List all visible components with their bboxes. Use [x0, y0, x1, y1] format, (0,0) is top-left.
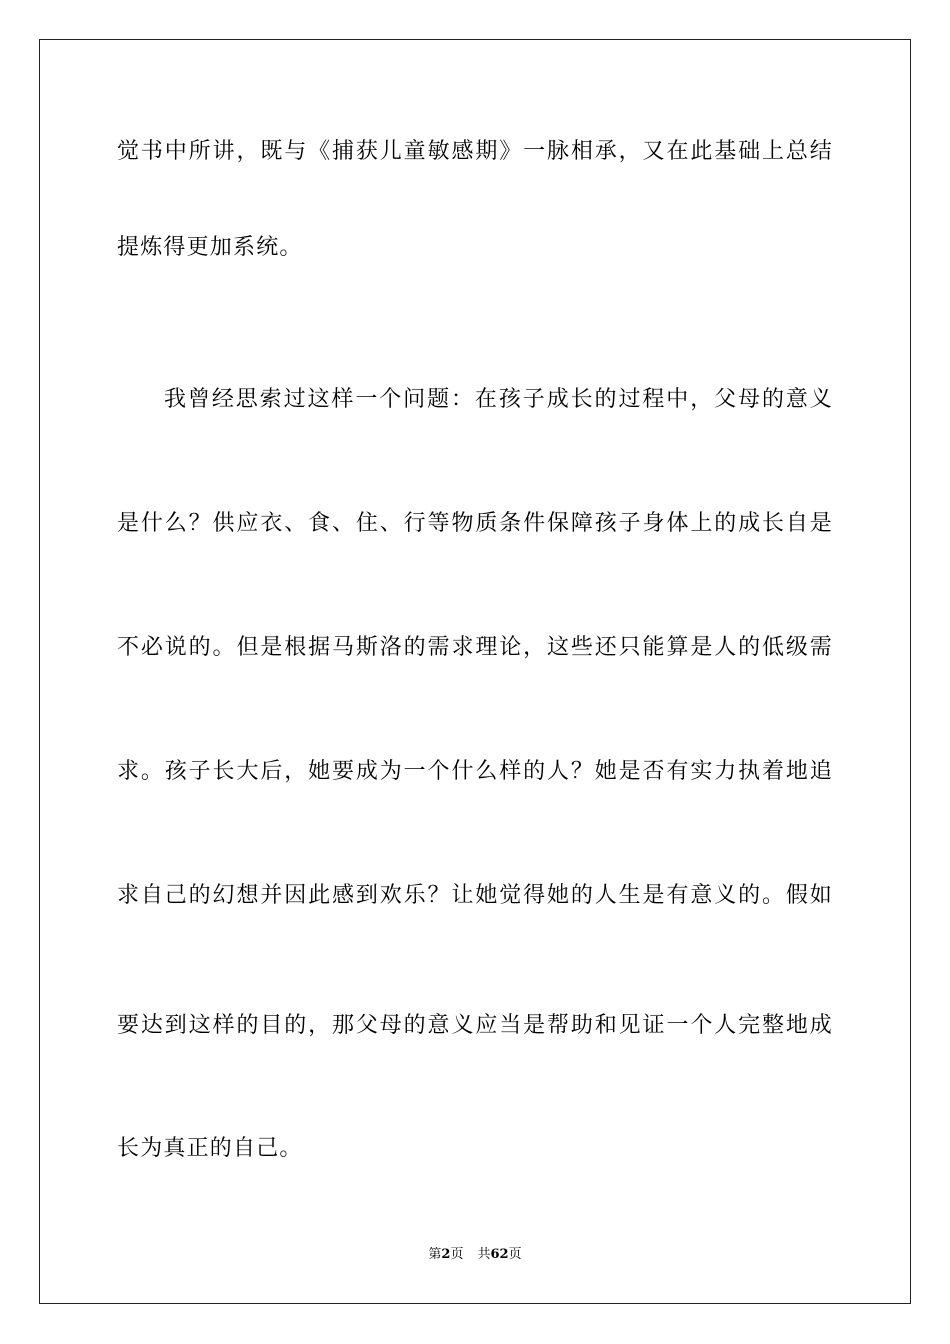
text-line-8: 要达到这样的目的，那父母的意义应当是帮助和见证一个人完整地成: [117, 1013, 833, 1038]
text-line-7: 求自己的幻想并因此感到欢乐？让她觉得她的人生是有意义的。假如: [117, 883, 833, 908]
text-line-2: 提炼得更加系统。: [117, 235, 303, 260]
total-suffix: 页: [508, 1247, 522, 1262]
text-line-3: 我曾经思索过这样一个问题：在孩子成长的过程中，父母的意义: [164, 387, 833, 412]
text-line-5: 不必说的。但是根据马斯洛的需求理论，这些还只能算是人的低级需: [117, 635, 833, 660]
page-prefix: 第: [428, 1247, 442, 1262]
text-line-6: 求。孩子长大后，她要成为一个什么样的人？她是否有实力执着地追: [117, 759, 833, 784]
text-line-9: 长为真正的自己。: [117, 1136, 303, 1161]
page-border: [39, 39, 911, 1304]
total-prefix: 共: [477, 1247, 491, 1262]
page-number: 2: [441, 1247, 451, 1262]
page-suffix: 页: [450, 1247, 464, 1262]
total-pages: 62: [490, 1247, 509, 1262]
text-line-1: 觉书中所讲，既与《捕获儿童敏感期》一脉相承，又在此基础上总结: [117, 139, 833, 164]
page-footer: [0, 1246, 950, 1264]
text-line-4: 是什么？供应衣、食、住、行等物质条件保障孩子身体上的成长自是: [117, 511, 833, 536]
